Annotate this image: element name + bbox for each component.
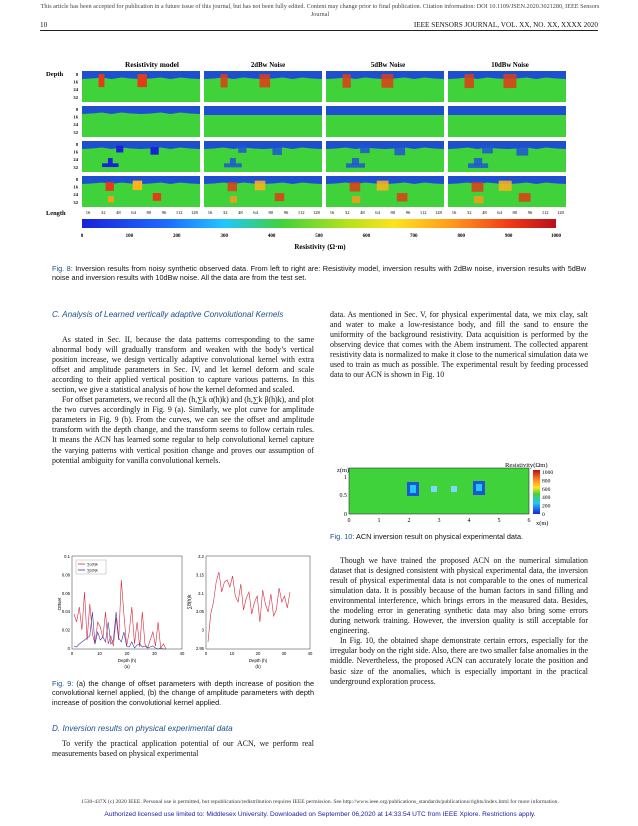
false-anomaly [431, 486, 437, 492]
anomaly-block [474, 196, 483, 203]
anomaly-block [275, 193, 284, 201]
fig9b-ylabel: ∑θ(h)k [187, 594, 193, 610]
depth-tick: 32 [73, 199, 78, 205]
fig9a-ytick: 0.02 [61, 627, 70, 633]
anomaly-block [519, 193, 531, 202]
length-tick: 112 [297, 210, 305, 215]
fig8-panel-grid [82, 71, 566, 207]
paragraph: In Fig. 10, the obtained shape demonstrate certain errors, especially for the irregular body on the right side. Also, there are two smaller false anomalies in the middle. Nevertheless, the proposed ACN can accurately locate the position and basic size of the anomalies, which is especially important in the practical underground exploration process. [330, 636, 588, 686]
fig8-depth-label: Depth [46, 71, 64, 78]
depth-tick: 8 [75, 177, 78, 182]
length-tick: 80 [512, 210, 518, 215]
fig10-xtick: 6 [527, 518, 531, 524]
depth-tick: 8 [75, 107, 78, 112]
panel-top-layer [204, 141, 322, 146]
length-tick: 48 [482, 210, 487, 215]
colorbar-tick: 700 [410, 234, 418, 239]
fig8-col-title: 10dBw Noise [491, 62, 529, 69]
fig9a-sublabel: (a) [124, 664, 130, 669]
authorized-use-footer: Authorized licensed use limited to: Middlesex University. Downloaded on September 06,2020 at 14:33:54 UTC from IEEE Xplore. Restrictions apply. [104, 811, 536, 818]
length-tick: 96 [405, 210, 411, 215]
fig10-colorbar-ticks [542, 470, 553, 518]
anomaly-block [133, 181, 142, 190]
length-tick: 96 [161, 210, 167, 215]
panel-top-layer [448, 176, 566, 181]
fig8-length-ticks [86, 210, 565, 215]
fig10-xtick: 1 [377, 518, 381, 524]
anomaly-block [381, 74, 393, 88]
fig8-length-label: Length [46, 210, 66, 217]
fig9a-ytick: 0.08 [61, 572, 70, 578]
fig9a-xlabel: Depth (h) [117, 658, 137, 663]
fig9b-sublabel: (b) [255, 664, 261, 669]
fig10-xtick: 0 [347, 518, 351, 524]
fig10-caption [330, 532, 588, 541]
fig9-caption-text: (a) the change of offset parameters with depth increase of position the convolutional kernel applied, (b) the change of amplitude parameters with depth increase of position the convolutional kernel applied. [52, 679, 315, 707]
layer-noise [204, 111, 322, 115]
length-tick: 80 [390, 210, 396, 215]
section-d-heading: D. Inversion results on physical experimental data [52, 724, 233, 733]
length-tick: 128 [556, 210, 564, 215]
panel-top-layer [448, 106, 566, 111]
anomaly-block [228, 182, 237, 191]
anomaly-right-core [476, 484, 482, 491]
fig8-col-title: Resistivity model [125, 60, 179, 69]
fig10-colorbar-tick: 800 [542, 478, 551, 485]
fig9a-panel [58, 554, 185, 669]
fig9a-yticks [62, 554, 71, 651]
fig9a-xtick: 40 [179, 651, 185, 656]
anomaly-block [137, 74, 146, 87]
fig8-colorbar [82, 219, 556, 228]
length-tick: 96 [527, 210, 533, 215]
fig10-xticks [348, 518, 531, 524]
panel-top-layer [82, 141, 200, 146]
fig10-xlabel: x(m) [536, 520, 549, 527]
anomaly-block [153, 193, 161, 201]
paragraph: For offset parameters, we record all the (h,∑k α(h)k) and (h,∑k β(h)k), and plot the two curves accordingly in Fig. 9 (a). Similarly, we plot curve for amplitude parameters in Fig. 9 (b). From the curves, we can see the offset and amplitude transform with the depth change, and the transform seems to follow certain rules. It means the ACN has learned some regular to help convolutional kernel capture the varying patterns with vertical position change and proves our assumption of potential ambiguity for vanilla convolutional kernels. [52, 395, 314, 465]
fig9b-ytick: 3.05 [195, 609, 204, 615]
length-tick: 128 [434, 210, 442, 215]
length-tick: 128 [312, 210, 320, 215]
length-tick: 64 [375, 210, 380, 215]
fig10-xtick: 3 [437, 518, 441, 524]
fig9b-xtick: 30 [281, 651, 287, 656]
depth-tick: 32 [73, 129, 78, 135]
anomaly-block [499, 181, 512, 191]
fig10-ytick: 1 [344, 475, 347, 481]
fig10-caption-text: ACN inversion result on physical experimental data. [354, 532, 524, 541]
fig9a-ytick: 0.04 [61, 609, 70, 615]
depth-tick: 24 [73, 87, 78, 93]
fig10-ylabel: z(m) [337, 467, 350, 474]
journal-header: IEEE SENSORS JOURNAL, VOL. XX, NO. XX, XXXX 2020 [413, 21, 598, 29]
fig8-col-title: 5dBw Noise [370, 62, 406, 69]
length-tick: 48 [116, 210, 121, 215]
length-tick: 128 [190, 210, 198, 215]
layer-noise [326, 111, 444, 115]
fig8-col-titles [125, 60, 529, 69]
anomaly-block [472, 182, 484, 192]
fig8-colorbar-label: Resistivity (Ω·m) [294, 243, 346, 251]
fig8-caption-label: Fig. 8: [52, 264, 73, 273]
fig10-xtick: 4 [467, 518, 471, 524]
fig8-caption-text: Inversion results from noisy synthetic observed data. From left to right are: Resistivity model, inversion results with 2dBw noise, inversion results with 5dBw noise and inversion results with 10dBw noise. All the data are from the test set. [52, 264, 586, 283]
panel-top-layer [326, 106, 444, 111]
left-column-text [52, 335, 314, 466]
fig9b-ytick: 3 [201, 627, 204, 633]
length-tick: 16 [207, 210, 213, 215]
anomaly-block [150, 147, 158, 154]
anomaly-block [230, 196, 237, 203]
fig9b-xlabel: Depth (h) [248, 658, 268, 663]
figure-9 [58, 552, 316, 670]
anomaly-block [221, 74, 228, 87]
fig9-caption [52, 679, 314, 707]
anomaly-block [346, 163, 365, 167]
length-tick: 16 [451, 210, 457, 215]
paragraph: To verify the practical application potential of our ACN, we perform real measurements based on physical experimental [52, 739, 314, 759]
depth-tick: 32 [73, 94, 78, 100]
panel-top-layer [448, 141, 566, 146]
publication-notice: This article has been accepted for publication in a future issue of this journal, but has not been fully edited. Content may change prior to final publication. Citation information: DOI 10.1109/JSEN.2020.3021280, IEEE Sensors Journal [40, 3, 600, 18]
anomaly-block [255, 181, 266, 191]
anomaly-block [102, 163, 119, 167]
fig10-xtick: 5 [497, 518, 501, 524]
fig9a-xtick: 10 [97, 651, 102, 656]
anomaly-block [516, 147, 528, 155]
colorbar-tick: 600 [362, 234, 371, 239]
section-c-heading: C. Analysis of Learned vertically adaptive Convolutional Kernels [52, 310, 284, 319]
fig9a-ytick: 0 [67, 646, 70, 651]
fig9a-xticks [71, 651, 185, 656]
fig10-ytick: 0 [344, 512, 347, 518]
colorbar-tick: 0 [80, 234, 84, 239]
colorbar-tick: 400 [267, 234, 276, 239]
fig9b-xtick: 20 [255, 651, 261, 656]
fig9b-ytick: 3.1 [198, 590, 204, 596]
colorbar-tick: 500 [315, 234, 323, 239]
fig9a-xtick: 30 [152, 651, 157, 656]
colorbar-tick: 200 [173, 234, 181, 239]
fig9b-ytick: 2.95 [195, 646, 204, 651]
paragraph: data. As mentioned in Sec. V, for physical experimental data, we mix clay, salt and water to make a low-resistance body, and fill the sand to ensure the uniformity of the background resistivity. Data acquisition is performed by the observing device that comes with the Abem instrument. The collected apparent resistivity data is normalized to make it close to the numerical simulation data we used to train as much as possible. The experimental result by feeding processed data to our ACN is shown in Fig. 10 [330, 310, 588, 380]
page-number: 10 [40, 21, 48, 29]
anomaly-block [377, 181, 389, 191]
fig10-colorbar [533, 470, 540, 514]
anomaly-block [272, 147, 281, 155]
anomaly-block [108, 196, 114, 202]
fig10-colorbar-tick: 1000 [542, 470, 554, 476]
left-column-text-2 [52, 739, 314, 759]
length-tick: 48 [360, 210, 365, 215]
anomaly-block [350, 182, 361, 191]
legend-label-alpha: ∑α(h)k [87, 562, 98, 567]
fig9a-xtick: 0 [70, 651, 74, 656]
layer-noise [448, 111, 566, 115]
length-tick: 64 [497, 210, 502, 215]
anomaly-block [352, 196, 360, 203]
length-tick: 32 [100, 210, 106, 215]
depth-tick: 16 [73, 79, 78, 85]
anomaly-block [238, 146, 246, 153]
panel-top-layer [204, 176, 322, 181]
anomaly-block [468, 163, 488, 168]
anomaly-block [343, 74, 351, 88]
fig10-colorbar-tick: 200 [542, 503, 551, 510]
figure-10 [333, 462, 565, 528]
length-tick: 32 [222, 210, 228, 215]
length-tick: 64 [253, 210, 258, 215]
colorbar-tick: 800 [457, 234, 465, 239]
fig8-depth-ticks [73, 72, 78, 205]
length-tick: 112 [419, 210, 427, 215]
colorbar-tick: 100 [125, 234, 134, 239]
fig10-colorbar-title: Resistivity(Ωm) [505, 462, 548, 469]
depth-tick: 16 [73, 184, 78, 190]
fig10-colorbar-tick: 0 [542, 512, 545, 518]
panel-top-layer [204, 106, 322, 111]
anomaly-block [360, 146, 369, 153]
fig8-colorbar-ticks [81, 234, 562, 239]
legend-label-beta: ∑β(h)k [87, 568, 98, 573]
fig9b-ytick: 3.15 [195, 572, 204, 578]
fig10-ytick: 0.5 [339, 493, 347, 499]
length-tick: 80 [146, 210, 152, 215]
copyright-footer: 1530-437X (c) 2020 IEEE. Personal use is permitted, but republication/redistribution requires IEEE permission. See http://www.ieee.org/publications_standards/publications/rights/index.html for more information. [81, 799, 559, 805]
fig8-caption [52, 264, 586, 283]
panel-top-layer [82, 106, 200, 111]
fig10-colorbar-tick: 400 [542, 495, 551, 502]
running-head [40, 21, 598, 31]
depth-tick: 8 [75, 72, 78, 77]
depth-tick: 16 [73, 114, 78, 120]
anomaly-block [394, 147, 405, 155]
length-tick: 32 [466, 210, 472, 215]
anomaly-block [99, 74, 105, 87]
false-anomaly [451, 486, 457, 492]
right-column-text [330, 310, 588, 380]
anomaly-block [259, 74, 270, 87]
length-tick: 48 [238, 210, 243, 215]
depth-tick: 8 [75, 142, 78, 147]
length-tick: 112 [541, 210, 549, 215]
fig9a-ytick: 0.1 [64, 554, 70, 559]
paragraph: Though we have trained the proposed ACN on the numerical simulation dataset that is designed consistent with physical experimental data, the inversion result of physical experimental data is not comparable to the ones of numerical simulation data. It is possibly because of the human factors in sand filling and environmental interference, which brings errors in the measured data. Besides, the modeling error in generating synthetic data may also bring some errors during network training. However, the inversion quality is still acceptable for engineering. [330, 556, 588, 636]
length-tick: 80 [268, 210, 274, 215]
fig10-yticks [340, 475, 348, 518]
length-tick: 16 [329, 210, 335, 215]
length-tick: 112 [175, 210, 183, 215]
fig10-xtick: 2 [407, 518, 411, 524]
fig9-caption-label: Fig. 9: [52, 679, 74, 688]
colorbar-tick: 300 [220, 234, 228, 239]
length-tick: 96 [283, 210, 289, 215]
fig9b-ytick: 3.2 [198, 554, 204, 559]
fig9a-ytick: 0.06 [61, 590, 70, 596]
depth-tick: 24 [73, 122, 78, 128]
fig9b-panel [187, 554, 313, 669]
fig8-col-title: 2dBw Noise [250, 62, 286, 69]
length-tick: 32 [344, 210, 350, 215]
right-column-text-2 [330, 556, 588, 687]
anomaly-block [224, 163, 242, 167]
anomaly-block [482, 146, 493, 154]
anomaly-block [106, 182, 114, 191]
anomaly-block [503, 74, 516, 88]
fig10-caption-label: Fig. 10: [330, 532, 355, 541]
fig9b-xtick: 10 [229, 651, 235, 656]
anomaly-block [397, 193, 408, 201]
fig9a-xtick: 20 [124, 651, 130, 656]
fig9b-xtick: 40 [307, 651, 313, 656]
depth-tick: 24 [73, 157, 78, 163]
panel-top-layer [326, 176, 444, 181]
colorbar-tick: 1000 [551, 234, 561, 239]
colorbar-tick: 900 [504, 234, 513, 239]
fig9b-xtick: 0 [204, 651, 208, 656]
anomaly-left-core [410, 485, 416, 493]
anomaly-block [465, 74, 474, 88]
fig9a-ylabel: Offset [58, 597, 63, 611]
fig9b-yticks [196, 554, 205, 651]
depth-tick: 24 [73, 192, 78, 198]
fig10-plot [349, 468, 529, 514]
fig9b-xticks [205, 651, 313, 656]
depth-tick: 16 [73, 149, 78, 155]
anomaly-block [116, 146, 123, 153]
length-tick: 64 [131, 210, 136, 215]
fig10-colorbar-tick: 600 [542, 486, 551, 493]
depth-tick: 32 [73, 164, 78, 170]
figure-8 [40, 55, 598, 255]
panel-top-layer [326, 141, 444, 146]
length-tick: 16 [85, 210, 91, 215]
paragraph: As stated in Sec. II, because the data patterns corresponding to the same abnormal body will gradually transform and weaken with the body’s vertical position increase, we design vertically adaptive convolutional kernel with extra offset and amplitude parameters in Sec. IV, and let kernel deform and scale according to their applied vertical position to capture various patterns. In this section, we give a statistical analysis of how the kernel deformed and scaled. [52, 335, 314, 395]
panel-top-layer [82, 176, 200, 181]
